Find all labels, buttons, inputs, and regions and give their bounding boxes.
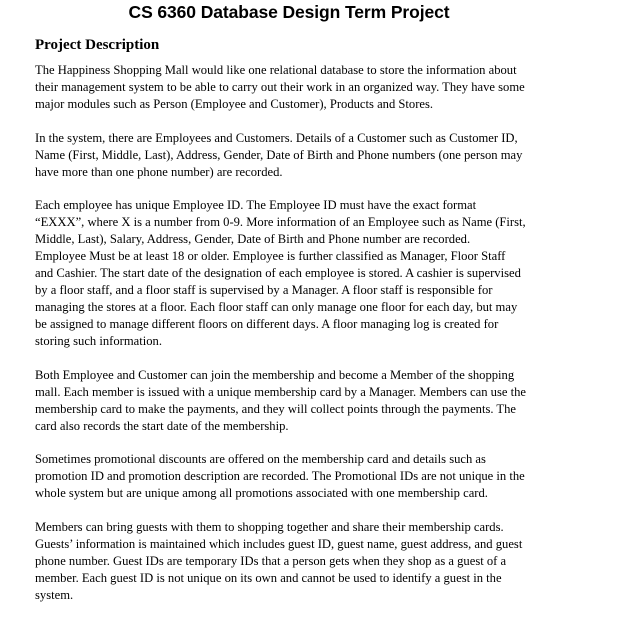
paragraph-line: whole system but are unique among all promotions associated with one membership card.	[35, 486, 488, 500]
paragraph	[35, 197, 595, 350]
paragraph-line: managing the stores at a floor. Each floor staff can only manage one floor for each day, but may	[35, 300, 518, 314]
paragraph-line: major modules such as Person (Employee and Customer), Products and Stores.	[35, 97, 434, 111]
paragraph-line: Sometimes promotional discounts are offered on the membership card and details such as	[35, 452, 486, 466]
paragraph-line: Employee Must be at least 18 or older. Employee is further classified as Manager, Floor Staff	[35, 249, 506, 263]
paragraph-line: membership card to make the payments, and they will collect points through the payments. The	[35, 401, 517, 416]
paragraph-line: card also records the start date of the membership.	[35, 418, 289, 433]
paragraph-line: mall. Each member is issued with a unique membership card by a Manager. Members can use the	[35, 384, 527, 399]
document-body	[35, 62, 595, 620]
paragraph	[35, 451, 595, 502]
paragraph-line: storing such information.	[35, 334, 162, 348]
paragraph-line: “EXXX”, where X is a number from 0-9. More information of an Employee such as Name (First,	[35, 215, 526, 229]
document-title: CS 6360 Database Design Term Project	[128, 2, 450, 22]
section-heading: Project Description	[35, 37, 160, 53]
paragraph-line: In the system, there are Employees and Customers. Details of a Customer such as Customer ID,	[35, 130, 518, 145]
paragraph	[35, 62, 595, 113]
paragraph-line: system.	[35, 587, 74, 602]
paragraph	[35, 130, 595, 181]
paragraph-line: Each employee has unique Employee ID. The Employee ID must have the exact format	[35, 198, 477, 212]
paragraph	[35, 519, 595, 604]
paragraph-line: promotion ID and promotion description are recorded. The Promotional IDs are not unique in the	[35, 469, 525, 483]
paragraph-line: Members can bring guests with them to shopping together and share their membership cards.	[35, 519, 504, 534]
paragraph-line: member. Each guest ID is not unique on its own and cannot be used to identify a guest in the	[35, 570, 502, 585]
paragraph-line: be assigned to manage different floors on different days. A floor managing log is created for	[35, 317, 499, 331]
paragraph-line: Guests’ information is maintained which includes guest ID, guest name, guest address, and guest	[35, 536, 523, 551]
paragraph-line: have more than one phone number) are recorded.	[35, 164, 283, 179]
paragraph-line: The Happiness Shopping Mall would like one relational database to store the information about	[35, 63, 517, 77]
paragraph-line: and Cashier. The start date of the designation of each employee is stored. A cashier is supervised	[35, 266, 521, 280]
paragraph-line: phone number. Guest IDs are temporary IDs that a person gets when they shop as a guest of a	[35, 553, 507, 568]
paragraph-line: Both Employee and Customer can join the membership and become a Member of the shopping	[35, 367, 515, 382]
paragraph	[35, 367, 595, 435]
paragraph-line: Name (First, Middle, Last), Address, Gender, Date of Birth and Phone numbers (one person may	[35, 147, 523, 162]
paragraph-line: by a floor staff, and a floor staff is supervised by a Manager. A floor staff is responsible for	[35, 283, 493, 297]
paragraph-line: Middle, Last), Salary, Address, Gender, Date of Birth and Phone number are recorded.	[35, 232, 471, 246]
paragraph-line: their management system to be able to carry out their work in an organized way. They have some	[35, 80, 525, 94]
